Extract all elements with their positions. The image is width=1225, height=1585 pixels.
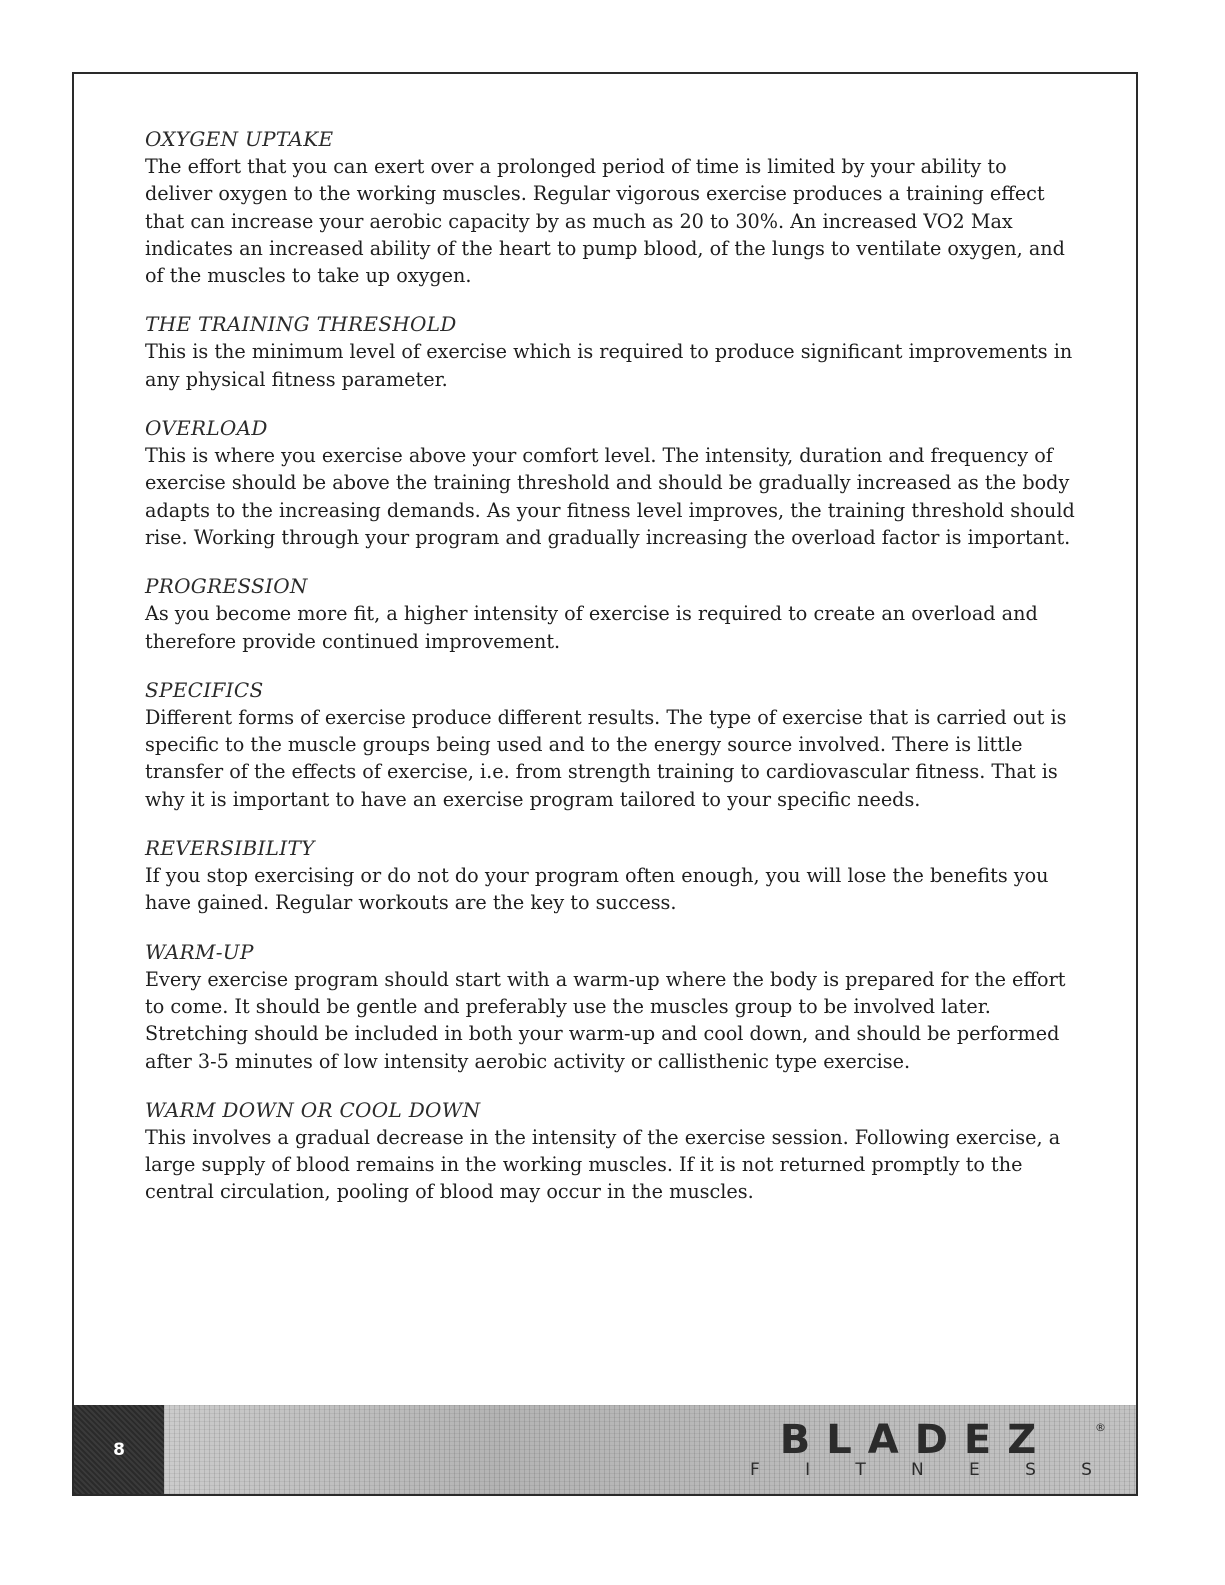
section-body: This is where you exercise above your comfort level. The intensity, duration and frequency of exercise should be above the training threshold and should be gradually increased as the body adapts to the increasing demands. As your fitness level improves, the training threshold should rise. Working through your program and gradually increasing the overload factor is important. [145,444,1075,549]
section-body: Every exercise program should start with a warm-up where the body is prepared for the effort to come. It should be gentle and preferably use the muscles group to be involved later. Stretching should be included in both your warm-up and cool down, and should be performed after 3-5 minutes of low intensity aerobic activity or callisthenic type exercise. [145,967,1066,1073]
section-heading: SPECIFICS [145,677,264,702]
document-content [145,126,1075,1228]
section-warm-up [145,939,1075,1075]
section-oxygen-uptake [145,126,1075,289]
section-body: If you stop exercising or do not do your program often enough, you will lose the benefits you have gained. Regular workouts are the key to success. [145,864,1049,915]
section-warm-down [145,1097,1075,1206]
footer-band [74,1405,1136,1494]
logo-subtitle [746,1459,1096,1481]
logo-letter: T [855,1460,866,1480]
registered-mark: ® [1095,1421,1106,1434]
section-heading: WARM DOWN OR COOL DOWN [145,1097,481,1122]
section-body: The effort that you can exert over a prolonged period of time is limited by your ability to deliver oxygen to the working muscles. Regular vigorous exercise produces a training effect that can increase your aerobic capacity by as much as 20 to 30%. An increased VO2 Max indicates an increased ability of the heart to pump blood, of the lungs to ventilate oxygen, and of the muscles to take up oxygen. [145,155,1065,288]
logo-letter: N [911,1460,924,1480]
logo-letter: F [750,1460,760,1480]
logo-wordmark: BLADEZ [779,1417,1053,1463]
section-heading: REVERSIBILITY [145,836,315,861]
section-body: This is the minimum level of exercise which is required to produce significant improvements in any physical fitness parameter. [145,340,1073,391]
section-heading: PROGRESSION [145,574,308,599]
page-number: 8 [113,1439,125,1460]
logo-letter: E [969,1460,980,1480]
logo-letter: S [1025,1460,1036,1480]
section-progression [145,573,1075,655]
logo-letter: I [805,1460,811,1480]
section-body: As you become more fit, a higher intensity of exercise is required to create an overload and therefore provide continued improvement. [145,602,1038,653]
section-heading: THE TRAINING THRESHOLD [145,312,457,337]
section-specifics [145,677,1075,813]
section-body: This involves a gradual decrease in the intensity of the exercise session. Following exercise, a large supply of blood remains in the working muscles. If it is not returned promptly to the central circulation, pooling of blood may occur in the muscles. [145,1125,1061,1204]
section-body: Different forms of exercise produce different results. The type of exercise that is carried out is specific to the muscle groups being used and to the energy source involved. There is little transfer of the effects of exercise, i.e. from strength training to cardiovascular fitness. That is why it is important to have an exercise program tailored to your specific needs. [145,705,1067,811]
bladez-fitness-logo [746,1417,1106,1483]
section-training-threshold [145,311,1075,393]
section-reversibility [145,835,1075,917]
section-heading: OVERLOAD [145,416,268,441]
section-heading: OXYGEN UPTAKE [145,127,334,151]
section-overload [145,415,1075,551]
section-heading: WARM-UP [145,939,254,964]
page-number-box [74,1405,164,1494]
logo-letter: S [1081,1460,1092,1480]
